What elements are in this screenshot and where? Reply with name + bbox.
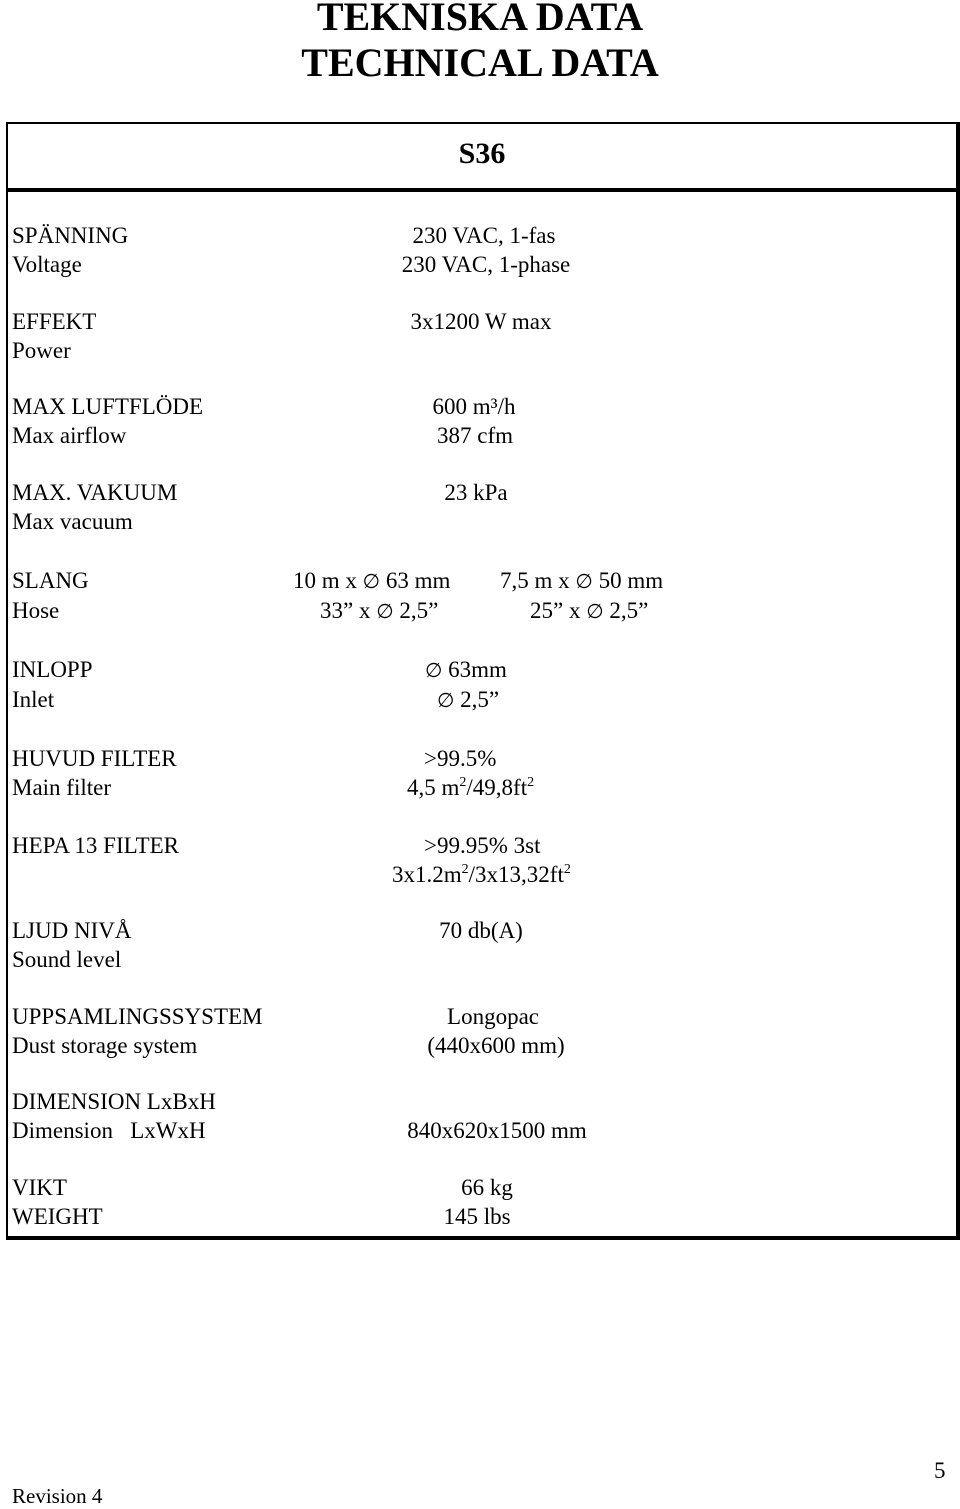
vacuum-value: 23 kPa — [444, 480, 508, 505]
vacuum-label-sv: MAX. VAKUUM — [12, 480, 178, 505]
diameter-icon: ∅ — [362, 569, 381, 593]
hose-a-imperial-length: 33” x — [320, 598, 371, 623]
page-title-english: TECHNICAL DATA — [301, 40, 659, 85]
dimension-value: 840x620x1500 mm — [407, 1118, 587, 1143]
hepa-filter-label: HEPA 13 FILTER — [12, 833, 180, 858]
voltage-label-en: Voltage — [12, 252, 82, 277]
hepa-filter-area-imperial: /3x13,32ft — [468, 862, 564, 887]
diameter-icon: ∅ — [437, 688, 455, 712]
power-label-en: Power — [12, 338, 71, 363]
hose-a-metric-diameter: 63 mm — [385, 568, 451, 593]
power-label-sv: EFFEKT — [12, 309, 97, 334]
airflow-value-metric: 600 m³/h — [432, 394, 516, 419]
diameter-icon: ∅ — [575, 569, 593, 593]
voltage-value-sv: 230 VAC, 1-fas — [412, 223, 556, 248]
voltage-value-en: 230 VAC, 1-phase — [401, 252, 571, 277]
hose-size-b-metric — [500, 567, 663, 595]
hose-size-a-imperial — [320, 597, 438, 625]
main-filter-area-imperial: /49,8ft — [466, 775, 528, 800]
dust-storage-system: Longopac — [447, 1004, 539, 1029]
model-name: S36 — [458, 137, 506, 170]
sound-value: 70 db(A) — [439, 918, 523, 943]
inlet-value-imperial — [437, 686, 499, 714]
hepa-filter-area — [392, 861, 571, 889]
hose-b-imperial-diameter: 2,5” — [609, 598, 649, 623]
hose-a-metric-length: 10 m x — [293, 568, 357, 593]
superscript-two: 2 — [563, 862, 571, 877]
main-filter-area — [407, 774, 534, 802]
diameter-icon: ∅ — [376, 599, 394, 623]
hepa-filter-area-metric: 3x1.2m — [392, 862, 462, 887]
airflow-value-imperial: 387 cfm — [436, 423, 514, 448]
superscript-two: 2 — [461, 862, 469, 877]
weight-label-en: WEIGHT — [12, 1204, 103, 1229]
hose-b-imperial-length: 25” x — [530, 598, 581, 623]
page-number: 5 — [934, 1458, 946, 1483]
inlet-imperial-text: 2,5” — [460, 687, 500, 712]
power-value: 3x1200 W max — [410, 309, 552, 334]
dust-storage-size: (440x600 mm) — [427, 1033, 565, 1058]
main-filter-label-sv: HUVUD FILTER — [12, 746, 177, 771]
weight-label-sv: VIKT — [12, 1175, 67, 1200]
hose-b-metric-diameter: 50 mm — [598, 568, 664, 593]
dust-storage-label-sv: UPPSAMLINGSSYSTEM — [12, 1004, 263, 1029]
weight-value-metric: 66 kg — [461, 1175, 513, 1200]
inlet-metric-text: 63mm — [448, 657, 507, 682]
sound-label-en: Sound level — [12, 947, 122, 972]
hose-size-a-metric — [293, 567, 450, 595]
main-filter-area-metric: 4,5 m — [407, 775, 460, 800]
hose-b-metric-length: 7,5 m x — [500, 568, 570, 593]
diameter-icon: ∅ — [425, 658, 443, 682]
revision-label: Revision 4 — [12, 1484, 103, 1508]
diameter-icon: ∅ — [586, 599, 604, 623]
spec-table-box — [6, 190, 960, 1240]
weight-value-imperial: 145 lbs — [443, 1204, 511, 1229]
dimension-label-en: Dimension LxWxH — [12, 1118, 206, 1143]
airflow-label-sv: MAX LUFTFLÖDE — [12, 394, 204, 419]
main-filter-efficiency: >99.5% — [424, 746, 497, 771]
inlet-value-metric — [425, 656, 507, 684]
model-header-box — [6, 122, 960, 192]
hose-label-sv: SLANG — [12, 568, 89, 593]
airflow-label-en: Max airflow — [12, 423, 127, 448]
dust-storage-label-en: Dust storage system — [12, 1033, 198, 1058]
hose-label-en: Hose — [12, 598, 60, 623]
hose-a-imperial-diameter: 2,5” — [399, 598, 439, 623]
main-filter-label-en: Main filter — [12, 775, 111, 800]
inlet-label-sv: INLOPP — [12, 657, 93, 682]
sound-label-sv: LJUD NIVÅ — [12, 918, 132, 943]
voltage-label-sv: SPÄNNING — [12, 223, 129, 248]
dimension-label-sv: DIMENSION LxBxH — [12, 1089, 216, 1114]
page-title-swedish: TEKNISKA DATA — [316, 0, 644, 39]
hose-size-b-imperial — [530, 597, 648, 625]
inlet-label-en: Inlet — [12, 687, 55, 712]
superscript-two: 2 — [527, 775, 535, 790]
superscript-two: 2 — [459, 775, 467, 790]
hepa-filter-efficiency: >99.95% 3st — [424, 833, 541, 858]
vacuum-label-en: Max vacuum — [12, 509, 133, 534]
